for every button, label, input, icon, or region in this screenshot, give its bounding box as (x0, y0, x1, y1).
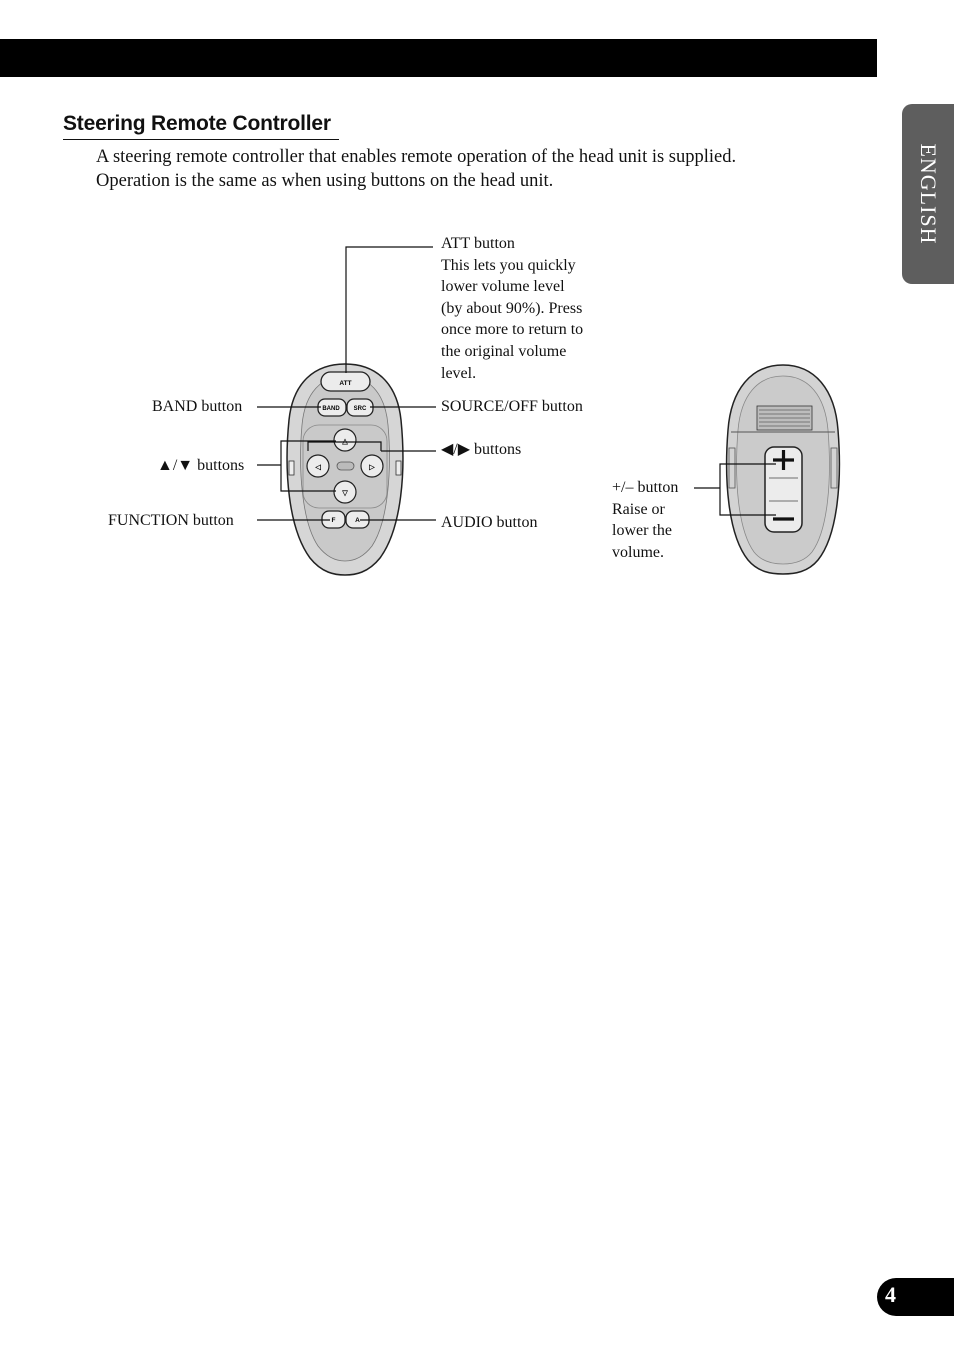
up-arrow-icon: ▵ (341, 433, 349, 448)
att-desc-5: the original volume (441, 342, 567, 360)
side-nub-left (289, 461, 294, 475)
att-leader (346, 247, 433, 373)
remote-front (287, 364, 403, 575)
band-key-label: BAND (322, 406, 340, 412)
volume-desc-1: Raise or (612, 500, 665, 518)
center-slot (337, 462, 354, 470)
att-key-label: ATT (339, 380, 352, 387)
page-number: 4 (885, 1282, 896, 1307)
volume-desc-3: volume. (612, 543, 664, 561)
att-title: ATT button (441, 235, 515, 252)
function-key-label: F (331, 517, 336, 524)
audio-label: AUDIO button (441, 514, 538, 531)
page-number-tab (877, 1278, 954, 1316)
function-label: FUNCTION button (108, 512, 234, 529)
down-arrow-icon: ▿ (341, 485, 349, 500)
volume-label (612, 477, 678, 563)
source-label: SOURCE/OFF button (441, 398, 583, 415)
language-tab-label: ENGLISH (916, 143, 941, 245)
intro-line-1: A steering remote controller that enables remote operation of the head unit is supplied. (96, 147, 737, 167)
intro-line-2: Operation is the same as when using buttons on the head unit. (96, 171, 554, 191)
att-desc-2: lower volume level (441, 278, 565, 296)
att-desc-6: level. (441, 364, 477, 382)
volume-desc-2: lower the (612, 522, 672, 540)
band-label: BAND button (152, 398, 243, 415)
up-down-label: ▲/▼ buttons (157, 457, 245, 474)
src-key-label: SRC (353, 406, 367, 412)
section-title: Steering Remote Controller (63, 112, 339, 140)
volume-title: +/– button (612, 479, 679, 496)
side-nub-right (396, 461, 401, 475)
remote-back (727, 365, 840, 574)
att-desc-4: once more to return to (441, 321, 584, 339)
att-desc-1: This lets you quickly (441, 256, 576, 274)
left-arrow-icon: ◃ (314, 459, 322, 474)
audio-key-label: A (355, 517, 360, 524)
att-desc-3: (by about 90%). Press (441, 299, 583, 317)
att-label (441, 233, 583, 384)
left-right-label: ◀/▶ buttons (441, 441, 522, 458)
right-arrow-icon: ▹ (368, 459, 376, 474)
